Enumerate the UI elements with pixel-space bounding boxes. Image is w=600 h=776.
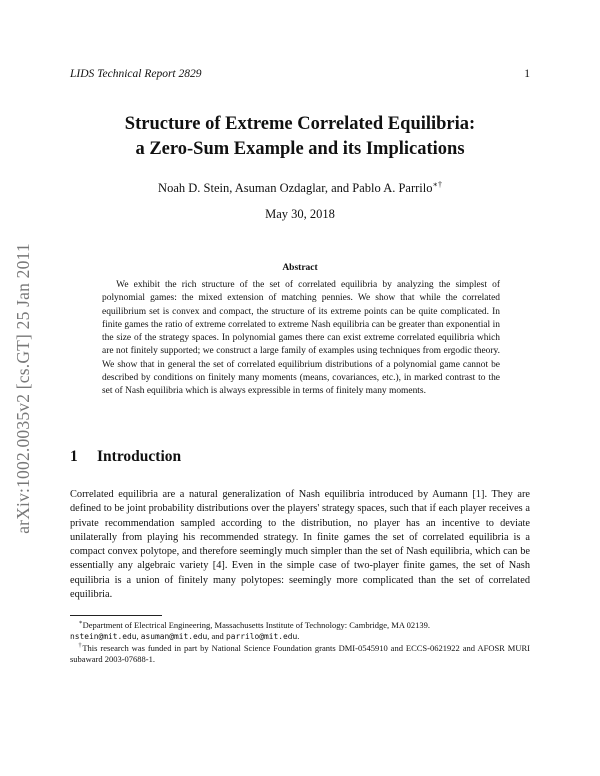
intro-paragraph: Correlated equilibria are a natural generalization of Nash equilibria introduced by Aumann [1]. They are defined to be joint probability distributions over the players' strategy spaces, such that if each player receives a private recommendation sampled according to the distribution, no player has an incentive to deviate unilaterally from playing his recommended strategy. In finite games the set of correlated equilibria is a compact convex polytope, and therefore seemingly much simpler than the set of Nash equilibria, which can be essentially any algebraic variety [4]. Even in the simple case of two-player finite games, the set of Nash equilibria is a union of finitely many polytopes: seemingly more complicated than the set of correlated equilibria.	[70, 489, 530, 601]
email-link-ozdaglar[interactable]: asuman@mit.edu	[140, 632, 208, 642]
page-number: 1	[524, 68, 530, 80]
section-heading	[70, 448, 530, 466]
footnote-rule	[70, 615, 162, 616]
footnote-mark-1: ∗	[78, 620, 83, 626]
author-names: Noah D. Stein, Asuman Ozdaglar, and Pablo A. Parrilo	[158, 181, 433, 196]
email-sep-2: , and	[207, 631, 226, 642]
footnote-funding-text: This research was funded in part by National Science Foundation grants DMI-0545910 and ECCS-0621922 and AFOSR MURI subaward 2003-07688-1.	[70, 642, 531, 665]
author-list	[70, 180, 530, 196]
paper-date: May 30, 2018	[265, 207, 335, 221]
author-footnote-marks: ∗†	[432, 180, 442, 189]
email-link-stein[interactable]: nstein@mit.edu	[70, 632, 137, 642]
section-number: 1	[70, 448, 78, 465]
footnote-affiliation-text: Department of Electrical Engineering, Massachusetts Institute of Technology: Cambridge, MA 02139.	[82, 619, 431, 630]
section-title: Introduction	[97, 448, 182, 465]
footnote-affiliation	[70, 618, 530, 643]
email-sep-1: ,	[136, 631, 141, 642]
report-venue: LIDS Technical Report 2829	[70, 68, 202, 80]
title-line-1: Structure of Extreme Correlated Equilibria:	[124, 114, 476, 134]
footnote-mark-2: †	[78, 643, 83, 649]
email-link-parrilo[interactable]: parrilo@mit.edu	[225, 632, 298, 642]
abstract-text: We exhibit the rich structure of the set of correlated equilibria by analyzing the simplest of polynomial games: the mixed extension of matching pennies. We show that while the correlated equilibrium set is convex and compact, the structure of its extreme points can be quite complicated. In finite games the ratio of extreme correlated to extreme Nash equilibria can be greater than exponential in the size of the strategy spaces. In polynomial games there can exist extreme correlated equilibria which are not finitely supported; we construct a large family of examples using techniques from ergodic theory. We show that in general the set of correlated equilibrium distributions of a polynomial game cannot be described by conditions on finitely many moments (means, covariances, etc.), in marked contrast to the set of Nash equilibria which is always expressible in terms of finitely many moments.	[102, 280, 500, 396]
arxiv-identifier: arXiv:1002.0035v2 [cs.GT] 25 Jan 2011	[12, 242, 33, 534]
title-line-2: a Zero-Sum Example and its Implications	[135, 139, 465, 159]
running-header	[70, 68, 530, 80]
paper-title	[70, 112, 530, 162]
arxiv-side-stamp	[8, 218, 38, 558]
footnote-funding	[70, 641, 530, 666]
email-end: .	[297, 631, 300, 642]
abstract-heading: Abstract	[282, 263, 318, 273]
